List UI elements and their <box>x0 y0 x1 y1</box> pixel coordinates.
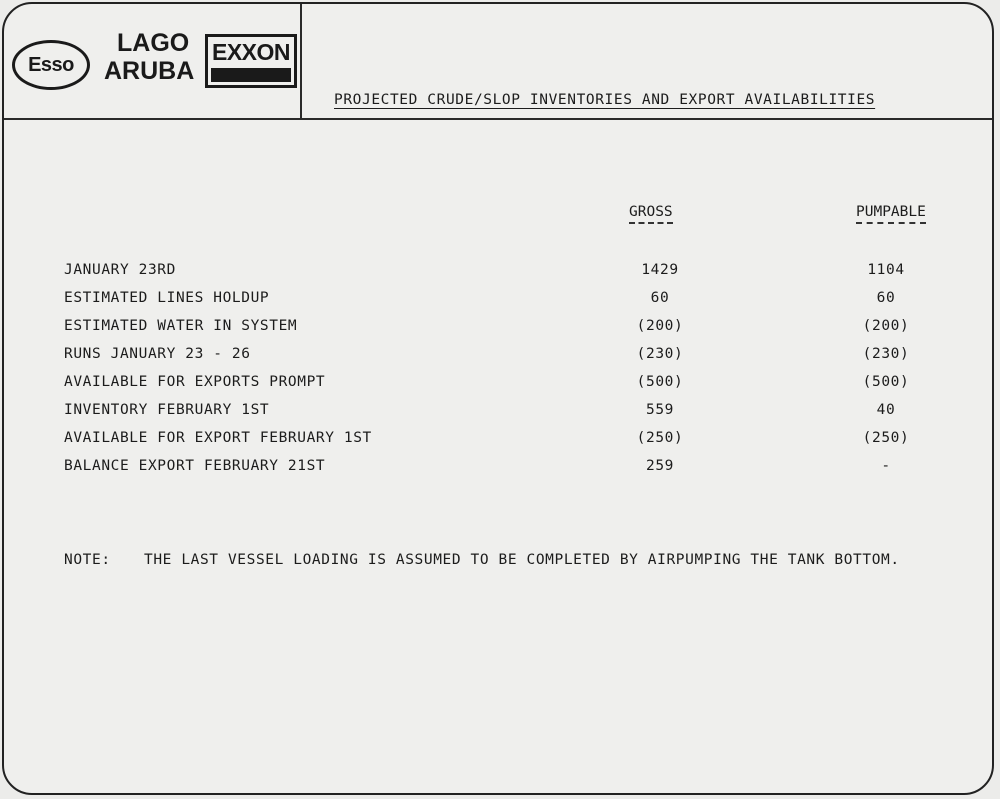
pumpable-value: (200) <box>862 318 910 334</box>
exxon-logo <box>205 34 297 88</box>
row-label: AVAILABLE FOR EXPORTS PROMPT <box>64 374 326 390</box>
table-row <box>0 262 1000 282</box>
row-label: JANUARY 23RD <box>64 262 176 278</box>
pumpable-value: (250) <box>862 430 910 446</box>
logo-panel <box>4 4 302 118</box>
gross-value: 1429 <box>641 262 679 278</box>
header-divider <box>4 118 992 120</box>
note-text: THE LAST VESSEL LOADING IS ASSUMED TO BE COMPLETED BY AIRPUMPING THE TANK BOTTOM. <box>144 552 900 568</box>
column-header-gross: GROSS <box>629 204 673 224</box>
gross-value: 559 <box>646 402 674 418</box>
pumpable-value: 1104 <box>867 262 905 278</box>
table-row <box>0 318 1000 338</box>
exxon-logo-text: EXXON <box>211 39 291 65</box>
table-row <box>0 346 1000 366</box>
exxon-logo-bar <box>211 68 291 82</box>
row-label: INVENTORY FEBRUARY 1ST <box>64 402 270 418</box>
brand-line-2: ARUBA <box>104 57 195 85</box>
brand-line-1: LAGO <box>117 29 190 57</box>
row-label: AVAILABLE FOR EXPORT FEBRUARY 1ST <box>64 430 372 446</box>
esso-logo: Esso <box>12 40 90 90</box>
gross-value: (200) <box>636 318 684 334</box>
row-label: ESTIMATED LINES HOLDUP <box>64 290 270 306</box>
lago-aruba-wordmark <box>104 29 194 85</box>
column-header-pumpable: PUMPABLE <box>856 204 926 224</box>
pumpable-value: - <box>881 458 891 474</box>
gross-value: (250) <box>636 430 684 446</box>
table-row <box>0 402 1000 422</box>
table-row <box>0 290 1000 310</box>
pumpable-value: (230) <box>862 346 910 362</box>
row-label: ESTIMATED WATER IN SYSTEM <box>64 318 298 334</box>
table-row <box>0 458 1000 478</box>
table-row <box>0 374 1000 394</box>
pumpable-value: 40 <box>876 402 896 418</box>
row-label: BALANCE EXPORT FEBRUARY 21ST <box>64 458 326 474</box>
gross-value: 60 <box>650 290 670 306</box>
note-label: NOTE: <box>64 552 111 568</box>
gross-value: (500) <box>636 374 684 390</box>
document-frame <box>2 2 994 795</box>
gross-value: (230) <box>636 346 684 362</box>
document-title: PROJECTED CRUDE/SLOP INVENTORIES AND EXPORT AVAILABILITIES <box>334 92 876 108</box>
gross-value: 259 <box>646 458 674 474</box>
row-label: RUNS JANUARY 23 - 26 <box>64 346 251 362</box>
pumpable-value: (500) <box>862 374 910 390</box>
pumpable-value: 60 <box>876 290 896 306</box>
table-row <box>0 430 1000 450</box>
